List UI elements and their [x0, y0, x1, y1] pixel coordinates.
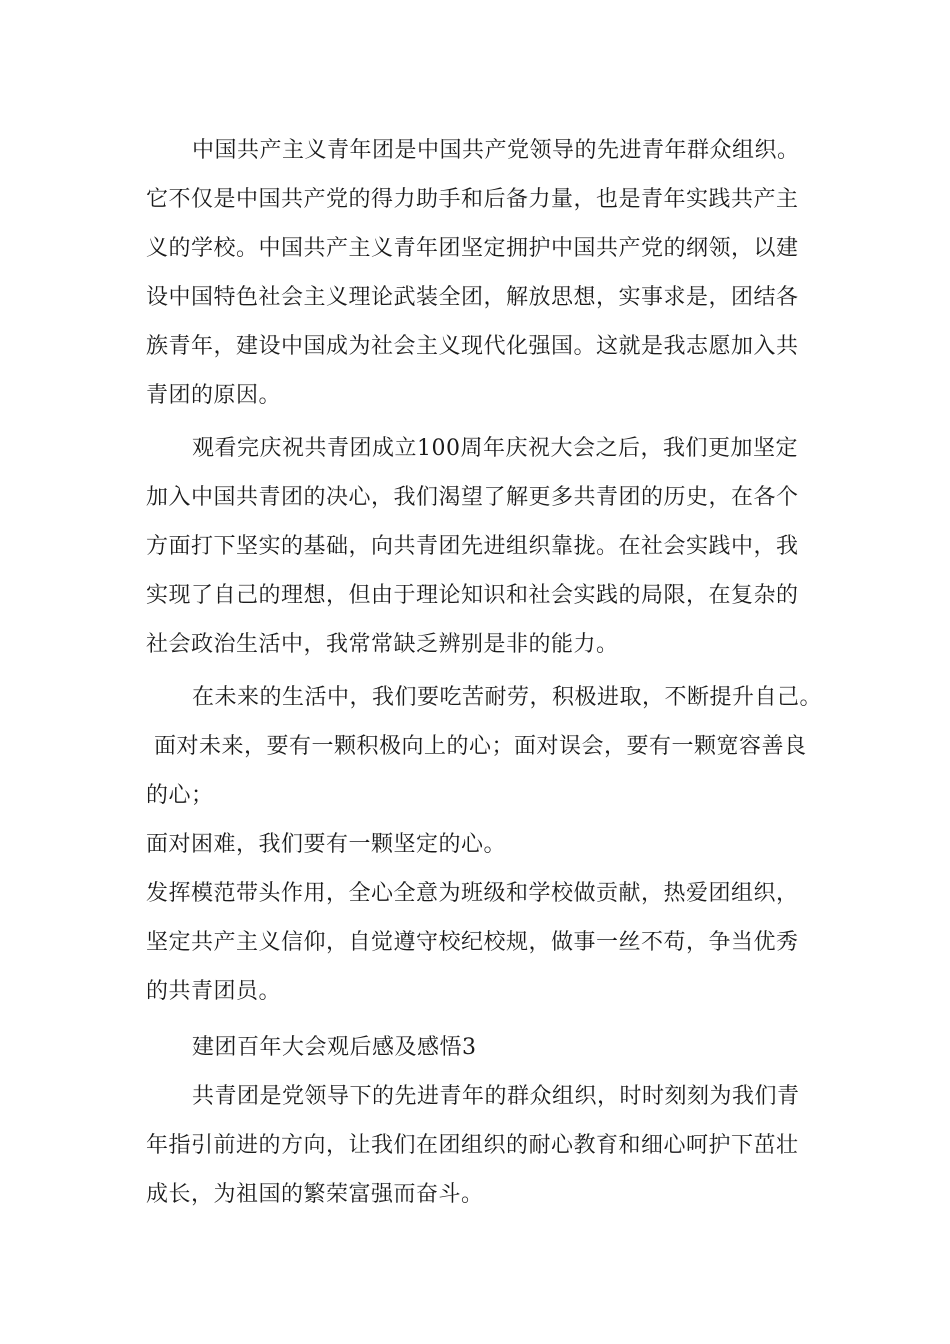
paragraph-1-line-5: 族青年，建设中国成为社会主义现代化强国。这就是我志愿加入共 [146, 334, 799, 359]
paragraph-2-line-5: 社会政治生活中，我常常缺乏辨别是非的能力。 [146, 632, 619, 657]
paragraph-1-line-2: 它不仅是中国共产党的得力助手和后备力量，也是青年实践共产主 [146, 187, 799, 212]
paragraph-1-line-6: 青团的原因。 [146, 383, 282, 408]
paragraph-1-line-1: 中国共产主义青年团是中国共产党领导的先进青年群众组织。 [192, 138, 800, 163]
paragraph-2-line-1: 观看完庆祝共青团成立100周年庆祝大会之后，我们更加坚定 [192, 436, 798, 461]
paragraph-4-line-1: 面对困难，我们要有一颗坚定的心。 [146, 832, 507, 857]
paragraph-3-line-2: 面对未来，要有一颗积极向上的心；面对误会，要有一颗宽容善良 [154, 734, 807, 759]
paragraph-1-line-3: 义的学校。中国共产主义青年团坚定拥护中国共产党的纲领，以建 [146, 236, 799, 261]
paragraph-3-line-3: 的心； [146, 783, 214, 808]
paragraph-2-line-2: 加入中国共青团的决心，我们渴望了解更多共青团的历史，在各个 [146, 485, 799, 510]
section-heading: 建团百年大会观后感及感悟3 [192, 1035, 477, 1060]
paragraph-2-line-3: 方面打下坚实的基础，向共青团先进组织靠拢。在社会实践中，我 [146, 534, 799, 559]
paragraph-7-line-1: 共青团是党领导下的先进青年的群众组织，时时刻刻为我们青 [192, 1084, 800, 1109]
paragraph-2-line-4: 实现了自己的理想，但由于理论知识和社会实践的局限，在复杂的 [146, 583, 799, 608]
paragraph-7-line-2: 年指引前进的方向，让我们在团组织的耐心教育和细心呵护下茁壮 [146, 1133, 799, 1158]
paragraph-5-line-3: 的共青团员。 [146, 979, 282, 1004]
paragraph-5-line-2: 坚定共产主义信仰，自觉遵守校纪校规，做事一丝不苟，争当优秀 [146, 930, 799, 955]
paragraph-1-line-4: 设中国特色社会主义理论武装全团，解放思想，实事求是，团结各 [146, 285, 799, 310]
paragraph-5-line-1: 发挥模范带头作用，全心全意为班级和学校做贡献，热爱团组织， [146, 881, 799, 906]
paragraph-7-line-3: 成长，为祖国的繁荣富强而奋斗。 [146, 1182, 484, 1207]
paragraph-3-line-1: 在未来的生活中，我们要吃苦耐劳，积极进取，不断提升自己。 [192, 685, 823, 710]
